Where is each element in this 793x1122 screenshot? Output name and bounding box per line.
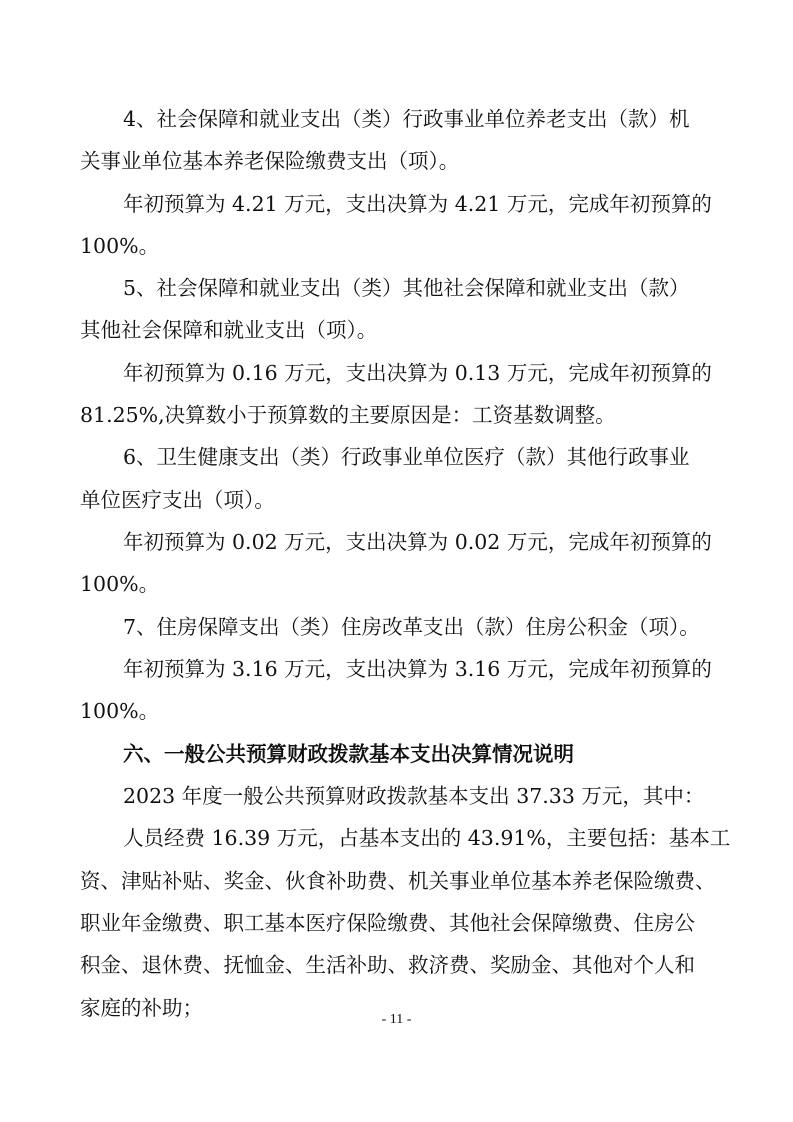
paragraph-line: 100%。	[80, 699, 160, 723]
paragraph-line: 年初预算为 3.16 万元，支出决算为 3.16 万元，完成年初预算的	[123, 657, 712, 681]
paragraph-line: 单位医疗支出（项）。	[80, 488, 275, 512]
page-number: - 11 -	[381, 1012, 412, 1027]
section-heading: 六、一般公共预算财政拨款基本支出决算情况说明	[123, 742, 574, 766]
paragraph-line: 6、卫生健康支出（类）行政事业单位医疗（款）其他行政事业	[123, 445, 690, 469]
paragraph-line: 100%。	[80, 572, 160, 596]
paragraph-line: 年初预算为 0.02 万元，支出决算为 0.02 万元，完成年初预算的	[123, 530, 712, 554]
paragraph-line: 职业年金缴费、职工基本医疗保险缴费、其他社会保障缴费、住房公	[80, 911, 695, 935]
paragraph-line: 7、住房保障支出（类）住房改革支出（款）住房公积金（项）。	[123, 615, 700, 639]
paragraph-line: 关事业单位基本养老保险缴费支出（项）。	[80, 149, 460, 173]
paragraph-line: 100%。	[80, 234, 160, 258]
paragraph-line: 4、社会保障和就业支出（类）行政事业单位养老支出（款）机	[123, 107, 690, 131]
paragraph-line: 资、津贴补贴、奖金、伙食补助费、机关事业单位基本养老保险缴费、	[80, 869, 716, 893]
paragraph-line: 家庭的补助；	[80, 996, 203, 1020]
paragraph-line: 2023 年度一般公共预算财政拨款基本支出 37.33 万元，其中：	[123, 784, 705, 808]
paragraph-line: 其他社会保障和就业支出（项）。	[80, 318, 378, 342]
paragraph-line: 年初预算为 0.16 万元，支出决算为 0.13 万元，完成年初预算的	[123, 361, 712, 385]
paragraph-line: 5、社会保障和就业支出（类）其他社会保障和就业支出（款）	[123, 276, 690, 300]
paragraph-line: 81.25%,决算数小于预算数的主要原因是：工资基数调整。	[80, 403, 616, 427]
paragraph-line: 积金、退休费、抚恤金、生活补助、救济费、奖励金、其他对个人和	[80, 953, 695, 977]
paragraph-line: 年初预算为 4.21 万元，支出决算为 4.21 万元，完成年初预算的	[123, 192, 712, 216]
paragraph-line: 人员经费 16.39 万元，占基本支出的 43.91%，主要包括：基本工	[123, 826, 731, 850]
